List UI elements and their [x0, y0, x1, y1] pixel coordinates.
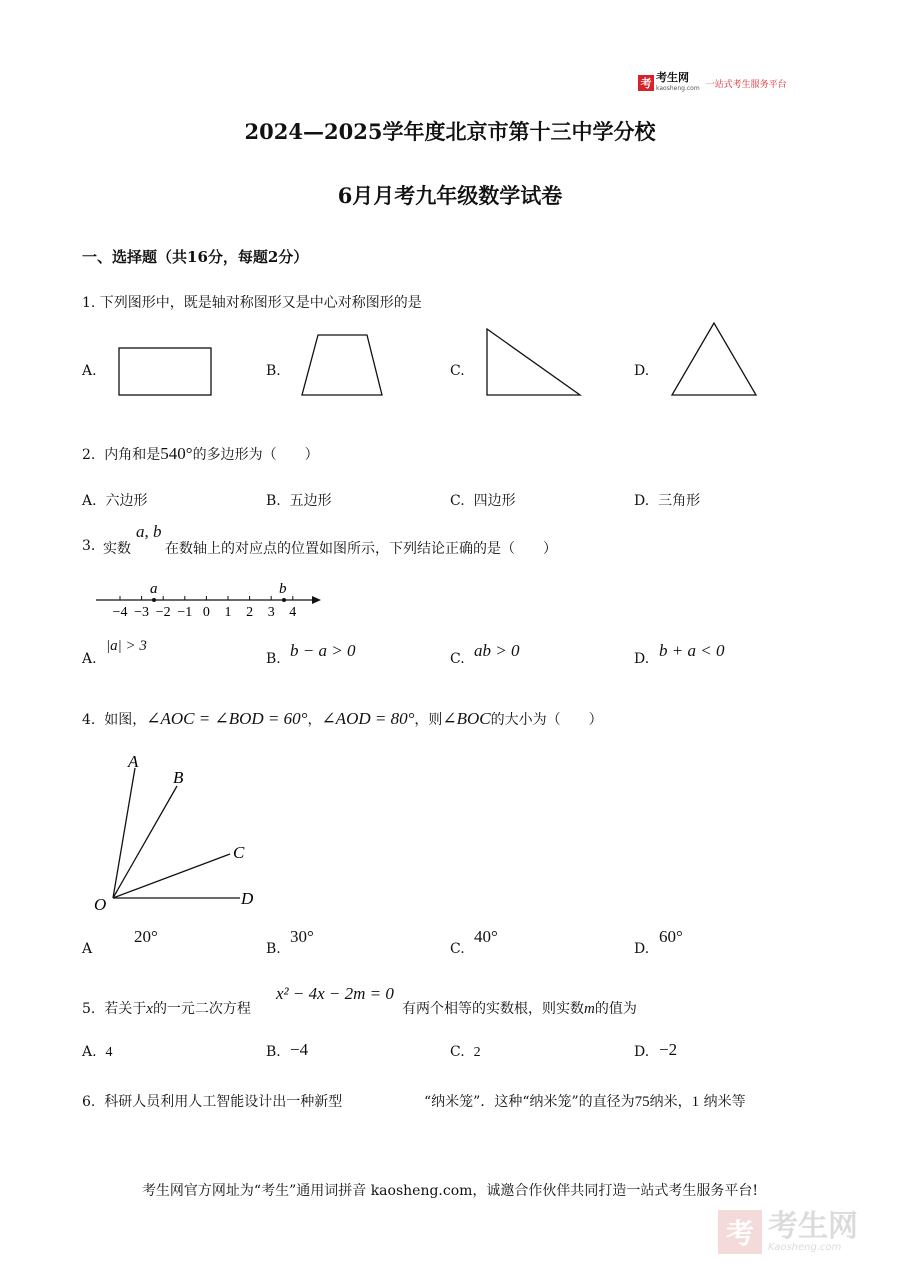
q3-num: 3.: [82, 538, 96, 554]
q5-stem-right: 有两个相等的实数根，则实数m的值为: [402, 1001, 637, 1017]
q2-option-d: D. 三角形: [634, 493, 701, 509]
q2-option-c: C. 四边形: [450, 493, 516, 509]
watermark-domain: Kaosheng.com: [768, 1241, 842, 1253]
point-a-label: a: [150, 581, 158, 597]
q5-label-b: B.: [266, 1044, 281, 1060]
q4-stem: 4. 如图，∠AOC = ∠BOD = 60°，∠AOD = 80°，则∠BOC的大小为（ ）: [82, 709, 603, 728]
axis-tick-label: −4: [112, 605, 128, 620]
axis-tick-label: 4: [289, 605, 297, 620]
q3-math: a, b: [136, 522, 162, 541]
shape-triangle: [672, 323, 756, 395]
q1-label-d: D.: [634, 363, 650, 379]
q3-post: 在数轴上的对应点的位置如图所示，下列结论正确的是（ ）: [165, 541, 557, 557]
point-a: [152, 598, 156, 602]
axis-tick-label: 0: [202, 605, 210, 620]
label-d: D: [241, 889, 254, 908]
q4-label-b: B.: [266, 941, 281, 957]
axis-tick-label: 2: [246, 605, 254, 620]
q1-stem: 1. 下列图形中，既是轴对称图形又是中心对称图形的是: [82, 295, 422, 311]
label-o: O: [94, 895, 107, 914]
q1-shapes: [0, 0, 900, 420]
shape-right-triangle: [487, 329, 580, 395]
ray-oc: [113, 854, 230, 898]
point-b-label: b: [279, 581, 287, 597]
axis-tick-label: −2: [155, 605, 171, 620]
logo-name: 考生网 kaosheng.com: [656, 71, 700, 92]
q6-left: 6. 科研人员利用人工智能设计出一种新型: [82, 1094, 343, 1110]
q2-option-b: B. 五边形: [266, 493, 332, 509]
q2-option-a: A. 六边形: [82, 493, 148, 509]
watermark: [718, 1210, 858, 1254]
q4-label-a: A: [82, 941, 93, 957]
q5-option-d: −2: [659, 1040, 678, 1059]
q3-label-b: B.: [266, 651, 281, 667]
q3-option-b: b − a > 0: [290, 641, 356, 660]
label-c: C: [233, 843, 245, 862]
q3-label-d: D.: [634, 651, 650, 667]
q3-option-d: b + a < 0: [659, 641, 725, 660]
label-b: B: [173, 768, 184, 787]
q2-stem: 2. 内角和是540°的多边形为（ ）: [82, 444, 319, 463]
watermark-name: 考生网: [768, 1208, 858, 1244]
axis-tick-label: 3: [267, 605, 275, 620]
q3-label-a: A.: [82, 651, 97, 667]
q4-label-d: D.: [634, 941, 650, 957]
footer-text: 考生网官方网址为“考生”通用词拼音 kaosheng.com，诚邀合作伙伴共同打造一站式考生服务平台!: [141, 1183, 759, 1199]
axis-tick-label: 1: [224, 605, 232, 620]
number-line: [90, 576, 330, 620]
logo-icon: 考: [638, 75, 654, 91]
q1-label-c: C.: [450, 363, 465, 379]
axis-tick-label: −1: [177, 605, 193, 620]
q3-option-c: ab > 0: [474, 641, 520, 660]
q1-label-b: B.: [266, 363, 281, 379]
q4-option-c: 40°: [474, 927, 498, 946]
q4-label-c: C.: [450, 941, 465, 957]
q3-label-c: C.: [450, 651, 465, 667]
q4-option-b: 30°: [290, 927, 314, 946]
shape-trapezoid: [302, 335, 382, 395]
shape-rectangle: [119, 348, 211, 395]
axis-tick-label: −3: [134, 605, 150, 620]
q5-stem-left: 5. 若关于x的一元二次方程: [82, 1001, 251, 1017]
angle-figure: [80, 740, 280, 920]
label-a: A: [128, 752, 139, 771]
q4-option-d: 60°: [659, 927, 683, 946]
number-line-arrow: [312, 596, 321, 604]
title-line1: 2024—2025学年度北京市第十三中学分校: [244, 119, 656, 144]
point-b: [282, 598, 286, 602]
q5-option-a: A. 4: [82, 1044, 113, 1060]
q5-label-d: D.: [634, 1044, 650, 1060]
q4-option-a: 20°: [134, 927, 158, 946]
q5-option-b: −4: [290, 1040, 309, 1059]
title-line2: 6月月考九年级数学试卷: [337, 183, 563, 208]
section-heading: 一、选择题（共16分，每题2分）: [82, 248, 309, 266]
q5-option-c: C. 2: [450, 1044, 481, 1060]
logo-slogan: 一站式考生服务平台: [705, 79, 787, 90]
q3-option-a: |a| > 3: [106, 638, 147, 654]
q3-pre: 实数: [103, 541, 131, 557]
q1-label-a: A.: [82, 363, 97, 379]
q5-equation: x² − 4x − 2m = 0: [276, 984, 394, 1003]
q6-right: “纳米笼”．这种“纳米笼”的直径为75纳米，1 纳米等: [424, 1094, 746, 1110]
watermark-icon: 考: [718, 1210, 762, 1254]
